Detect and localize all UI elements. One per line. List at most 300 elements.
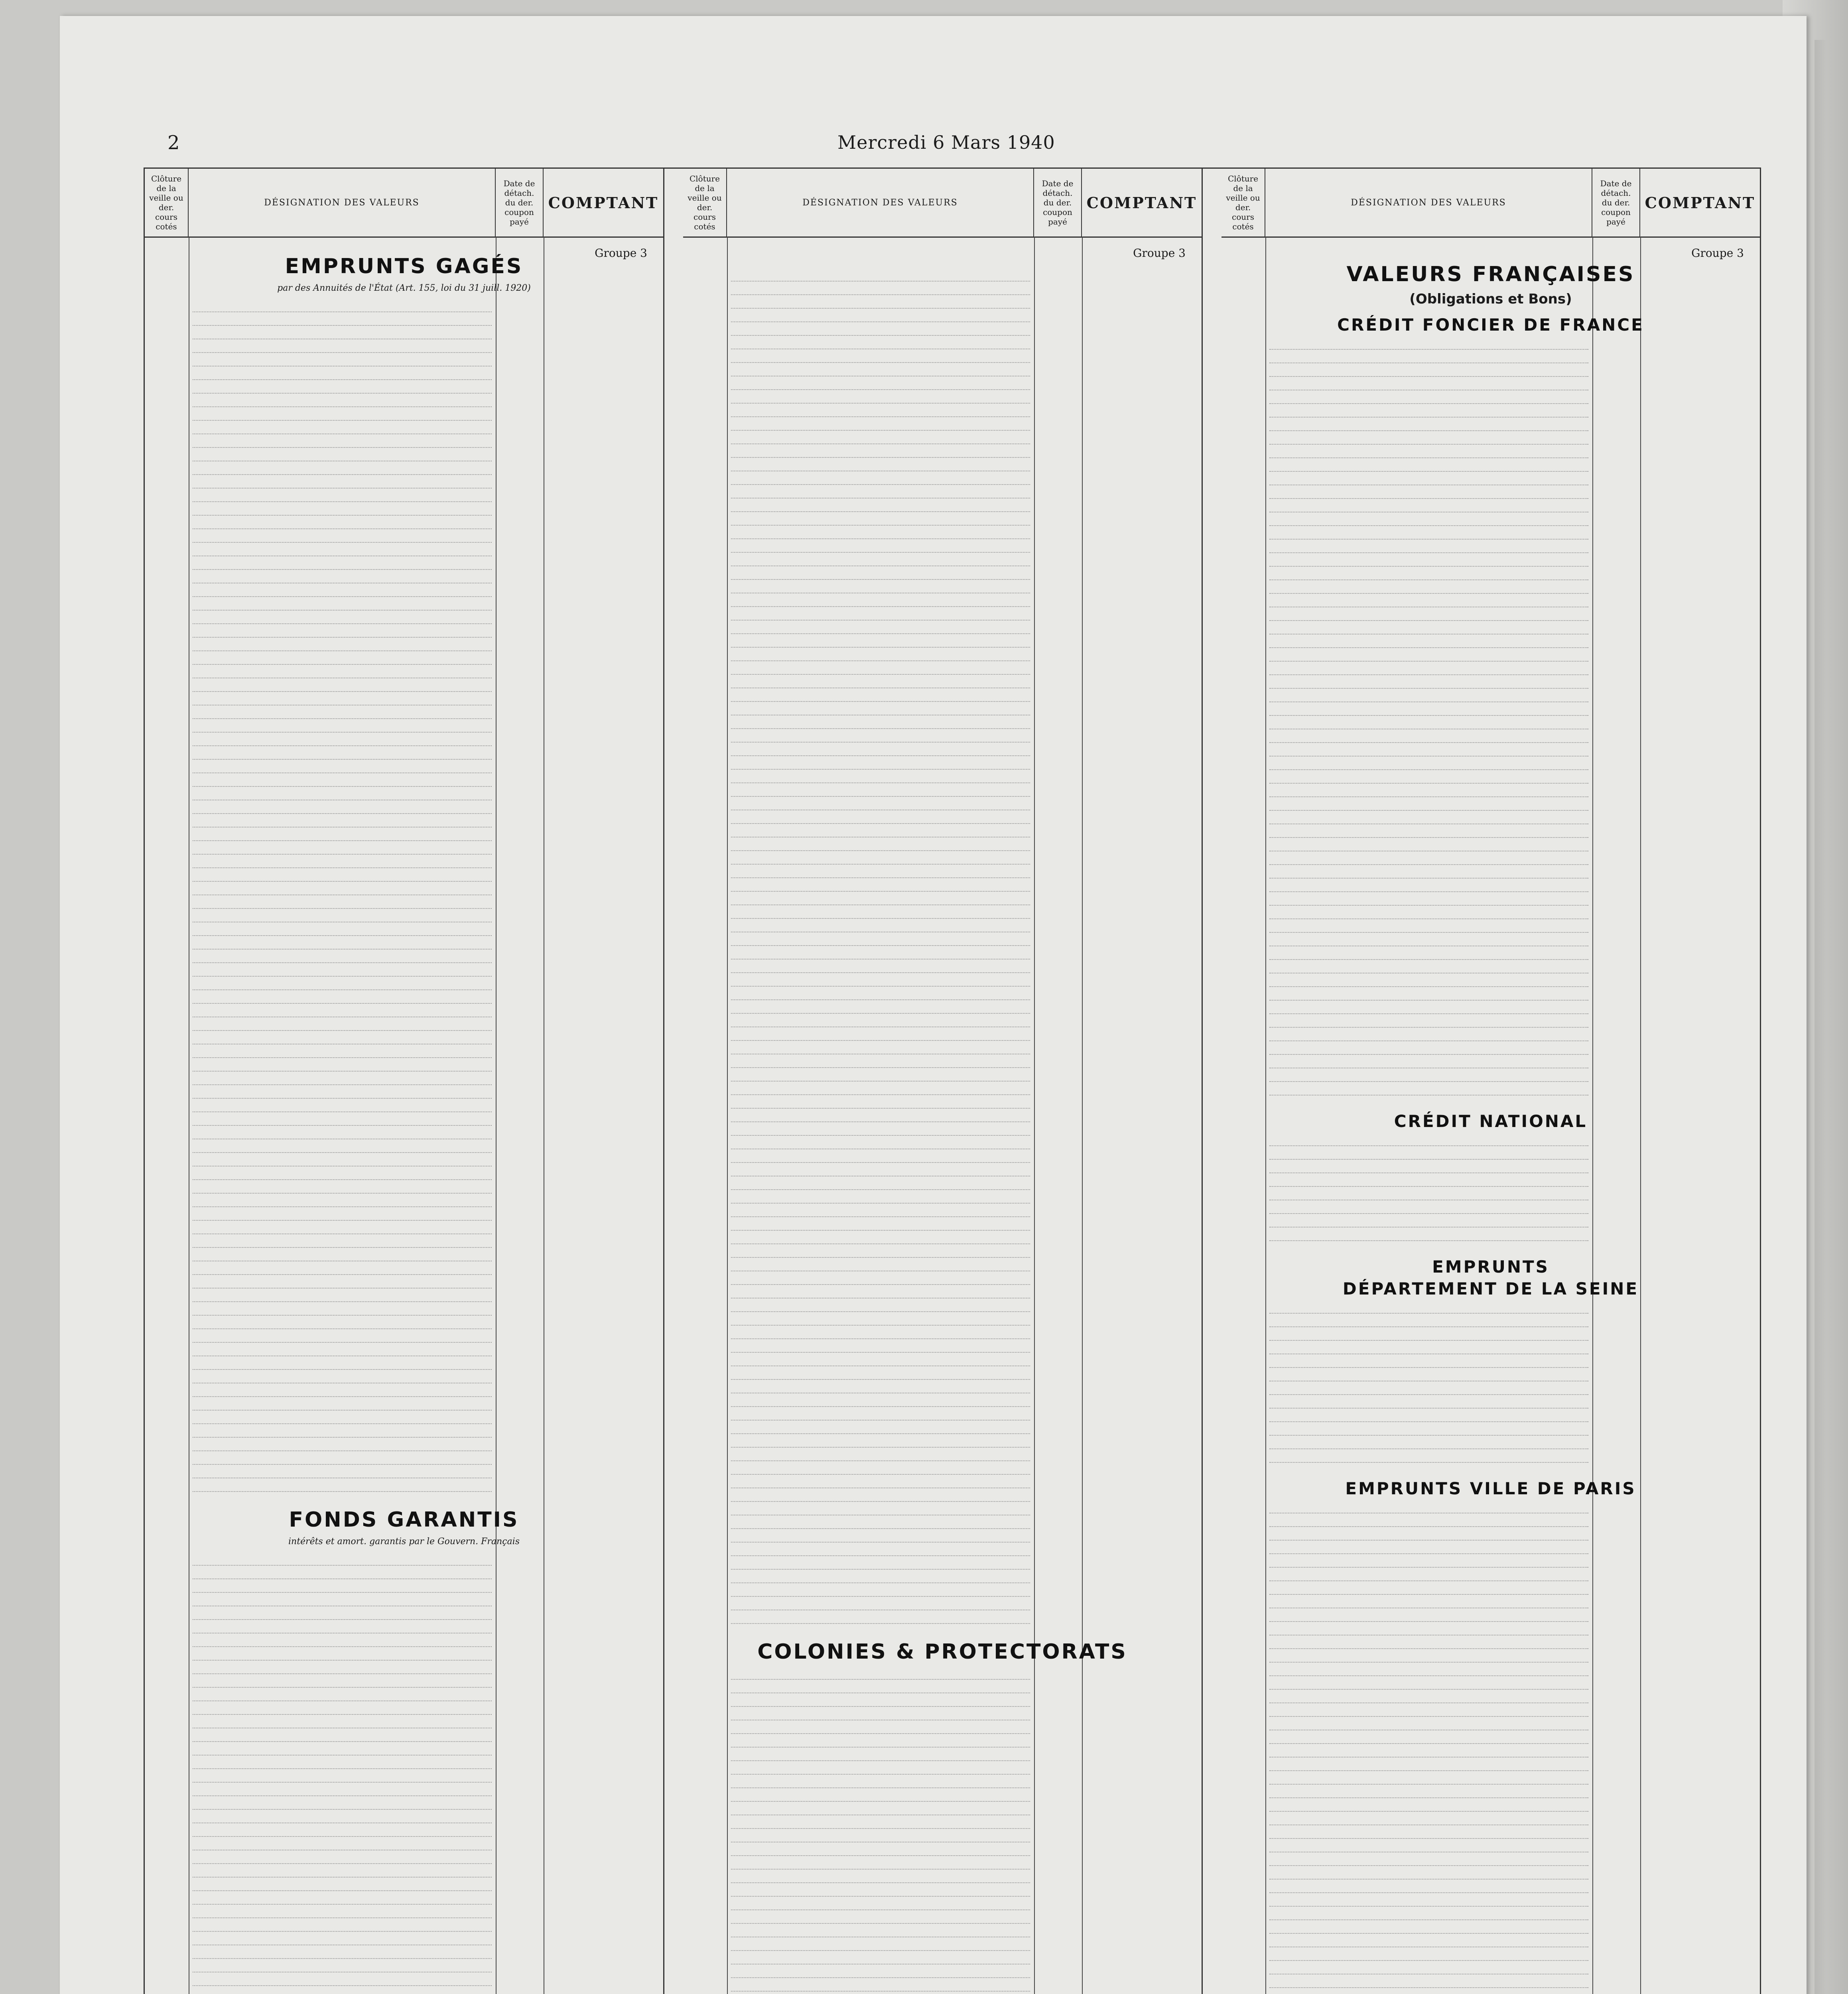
listing-line xyxy=(193,1115,492,1126)
listing-line xyxy=(1269,1679,1588,1690)
listing-line xyxy=(1269,1149,1588,1160)
listing-line xyxy=(731,894,1030,905)
listing-line xyxy=(731,989,1030,1000)
listing-line xyxy=(193,1440,492,1451)
listing-line xyxy=(731,487,1030,498)
listing-line xyxy=(1269,664,1588,675)
listing-line xyxy=(1269,1370,1588,1381)
listing-line xyxy=(731,609,1030,621)
listing-line xyxy=(193,1372,492,1383)
listing-line xyxy=(1269,1003,1588,1014)
listing-line xyxy=(731,420,1030,431)
listing-line xyxy=(731,636,1030,648)
listing-line xyxy=(1269,1611,1588,1622)
listing-line xyxy=(1269,1638,1588,1649)
listing-line xyxy=(731,1926,1030,1937)
listing-line xyxy=(193,843,492,855)
listing-line xyxy=(193,369,492,380)
listing-line xyxy=(193,423,492,434)
listing-line xyxy=(193,898,492,909)
listing-line xyxy=(731,826,1030,837)
listing-line xyxy=(731,1572,1030,1583)
listing-line xyxy=(731,1967,1030,1978)
listing-line xyxy=(1269,433,1588,445)
listing-line xyxy=(731,1287,1030,1298)
listing-line xyxy=(193,1934,492,1945)
listing-line xyxy=(731,867,1030,878)
listing-line xyxy=(731,1613,1030,1624)
listing-line xyxy=(731,759,1030,770)
listing-line xyxy=(1269,474,1588,485)
listing-line xyxy=(193,1988,492,1994)
listing-line xyxy=(1269,1557,1588,1568)
listing-line xyxy=(193,477,492,489)
listing-line xyxy=(731,1940,1030,1951)
listing-line xyxy=(193,464,492,475)
section-title: CRÉDIT NATIONAL xyxy=(1394,1111,1588,1131)
listing-line xyxy=(193,1020,492,1031)
listing-line xyxy=(731,379,1030,390)
listing-line xyxy=(731,1423,1030,1434)
listing-line xyxy=(193,1332,492,1343)
listing-line xyxy=(731,528,1030,539)
listing-line xyxy=(193,1961,492,1972)
listing-line xyxy=(731,1804,1030,1815)
listing-line xyxy=(731,1491,1030,1502)
listing-line xyxy=(1269,1452,1588,1463)
listing-line xyxy=(193,1649,492,1661)
listing-line xyxy=(1269,352,1588,363)
listing-line xyxy=(193,1907,492,1918)
listing-line xyxy=(193,776,492,787)
listing-line xyxy=(193,1074,492,1085)
listing-line xyxy=(1269,1302,1588,1314)
listing-line xyxy=(193,1101,492,1112)
listing-line xyxy=(1269,1584,1588,1595)
listing-line xyxy=(1269,542,1588,553)
listing-line xyxy=(1269,488,1588,499)
page-number: 2 xyxy=(167,132,180,154)
listing-line xyxy=(731,569,1030,580)
listing-line xyxy=(1269,1950,1588,1961)
listing-line xyxy=(1269,1936,1588,1947)
listing-line xyxy=(731,975,1030,987)
listing-line xyxy=(193,667,492,678)
column-header xyxy=(145,169,663,238)
listing-line xyxy=(731,1165,1030,1176)
listing-line xyxy=(731,365,1030,376)
listing-line xyxy=(731,501,1030,512)
listing-line xyxy=(1269,556,1588,567)
listing-line xyxy=(193,681,492,692)
listing-line xyxy=(193,1182,492,1194)
listing-line xyxy=(193,911,492,922)
listing-line xyxy=(193,654,492,665)
listing-line xyxy=(731,623,1030,634)
section-title: EMPRUNTS GAGÉS xyxy=(285,254,523,278)
listing-line xyxy=(1269,1909,1588,1920)
listing-line xyxy=(731,962,1030,973)
listing-line xyxy=(1269,1868,1588,1880)
listing-line xyxy=(1269,1071,1588,1082)
listing-line xyxy=(193,1088,492,1099)
listing-line xyxy=(731,650,1030,661)
listing-line xyxy=(731,1192,1030,1204)
listing-rows xyxy=(1269,1502,1588,1994)
listing-line xyxy=(193,952,492,963)
listing-line xyxy=(731,1872,1030,1883)
listing-line xyxy=(1269,732,1588,743)
listing-body xyxy=(1221,238,1760,1994)
listing-line xyxy=(1269,949,1588,960)
listing-line xyxy=(731,908,1030,919)
listing-line xyxy=(731,298,1030,309)
listing-line xyxy=(1269,705,1588,716)
listing-line xyxy=(1269,1017,1588,1028)
listing-line xyxy=(1269,1692,1588,1703)
listing-line xyxy=(731,1342,1030,1353)
section-subtitle: par des Annuités de l'État (Art. 155, loi du 31 juill. 1920) xyxy=(277,283,531,293)
listing-line xyxy=(1269,1624,1588,1635)
listing-line xyxy=(731,1382,1030,1393)
listing-line xyxy=(731,1750,1030,1761)
listing-line xyxy=(193,993,492,1004)
listing-line xyxy=(731,799,1030,810)
listing-line xyxy=(193,1717,492,1728)
listing-line xyxy=(731,555,1030,566)
listing-line xyxy=(1269,1746,1588,1758)
listing-line xyxy=(731,1355,1030,1366)
header-date: Date de détach. du der. coupon payé xyxy=(1592,169,1640,236)
listing-line xyxy=(1269,1706,1588,1717)
listing-line xyxy=(1269,718,1588,729)
listing-line xyxy=(731,1845,1030,1856)
listing-line xyxy=(193,871,492,882)
listing-line xyxy=(193,1399,492,1411)
listing-line xyxy=(731,352,1030,363)
running-head: Mercredi 6 Mars 1940 xyxy=(837,132,1055,153)
listing-line xyxy=(731,311,1030,322)
listing-line xyxy=(1269,447,1588,458)
listing-block-2 xyxy=(683,169,1203,1994)
listing-line xyxy=(731,677,1030,688)
section-title: EMPRUNTS xyxy=(1432,1257,1549,1277)
listing-line xyxy=(1269,922,1588,933)
listing-line xyxy=(193,1799,492,1810)
listing-line xyxy=(1269,420,1588,431)
listing-line xyxy=(1269,962,1588,973)
listing-line xyxy=(1269,1030,1588,1041)
listing-line xyxy=(1269,867,1588,879)
listing-line xyxy=(731,1559,1030,1570)
listing-line xyxy=(193,1291,492,1302)
listing-line xyxy=(731,1763,1030,1775)
listing-line xyxy=(731,1669,1030,1680)
listing-line xyxy=(1269,1343,1588,1354)
listing-line xyxy=(1269,501,1588,512)
listing-line xyxy=(1269,1651,1588,1663)
listing-line xyxy=(731,1111,1030,1122)
listing-line xyxy=(1269,813,1588,824)
listing-line xyxy=(193,1622,492,1633)
listing-line xyxy=(731,853,1030,865)
listing-line xyxy=(1269,1516,1588,1527)
listing-line xyxy=(193,1663,492,1674)
listing-line xyxy=(1269,1665,1588,1676)
listing-line xyxy=(731,1531,1030,1543)
listing-line xyxy=(193,450,492,461)
listing-line xyxy=(731,1723,1030,1734)
listing-line xyxy=(1269,623,1588,634)
listing-line xyxy=(731,1545,1030,1556)
listing-line xyxy=(1269,1216,1588,1228)
listing-line xyxy=(193,1866,492,1878)
listing-line xyxy=(1269,800,1588,811)
groupe-label: Groupe 3 xyxy=(595,246,647,260)
listing-line xyxy=(731,1260,1030,1271)
listing-line xyxy=(731,1886,1030,1897)
listing-line xyxy=(731,406,1030,417)
listing-line xyxy=(1269,881,1588,892)
section-title: FONDS GARANTIS xyxy=(289,1508,519,1532)
listing-line xyxy=(193,410,492,421)
listing-line xyxy=(193,1033,492,1044)
listing-line xyxy=(193,1568,492,1579)
listing-line xyxy=(731,474,1030,485)
listing-line xyxy=(1269,393,1588,404)
listing-line xyxy=(731,1057,1030,1068)
listing-line xyxy=(193,884,492,895)
listing-line xyxy=(1269,1529,1588,1541)
listing-line xyxy=(1269,1425,1588,1436)
listing-line xyxy=(731,718,1030,729)
listing-line xyxy=(731,1709,1030,1720)
listing-line xyxy=(1269,1977,1588,1988)
listing-line xyxy=(193,559,492,570)
listing-line xyxy=(1269,1084,1588,1096)
section-title: VALEURS FRANÇAISES xyxy=(1346,262,1635,286)
listing-line xyxy=(193,1839,492,1850)
listing-rows xyxy=(193,1555,492,1994)
listing-block-1 xyxy=(145,169,664,1994)
listing-line xyxy=(193,1060,492,1072)
header-cloture: Clôture de la veille ou der. cours cotés xyxy=(683,169,727,236)
listing-line xyxy=(731,948,1030,960)
listing-line xyxy=(193,396,492,407)
listing-line xyxy=(731,786,1030,797)
column-header xyxy=(683,169,1202,238)
listing-line xyxy=(1269,1855,1588,1866)
listing-line xyxy=(193,1853,492,1864)
listing-line xyxy=(731,582,1030,593)
listing-line xyxy=(193,640,492,651)
listing-line xyxy=(731,1436,1030,1448)
listing-line xyxy=(193,491,492,502)
listing-line xyxy=(1269,895,1588,906)
listing-line xyxy=(193,938,492,950)
header-date: Date de détach. du der. coupon payé xyxy=(1034,169,1082,236)
listing-line xyxy=(193,572,492,583)
listing-line xyxy=(1269,1411,1588,1422)
listing-line xyxy=(1269,1057,1588,1068)
listing-line xyxy=(193,315,492,326)
listing-line xyxy=(731,542,1030,553)
listing-line xyxy=(1269,989,1588,1001)
listing-rows xyxy=(1269,1135,1588,1241)
listing-rows xyxy=(1269,1302,1588,1463)
listing-line xyxy=(1269,528,1588,540)
header-cloture: Clôture de la veille ou der. cours cotés xyxy=(1221,169,1265,236)
listing-line xyxy=(193,1636,492,1647)
listing-line xyxy=(731,1016,1030,1027)
header-date: Date de détach. du der. coupon payé xyxy=(496,169,544,236)
listing-line xyxy=(731,1777,1030,1788)
listing-line xyxy=(193,1454,492,1465)
listing-line xyxy=(1269,610,1588,621)
listing-line xyxy=(1269,637,1588,648)
listing-line xyxy=(193,925,492,936)
listing-line xyxy=(1269,1316,1588,1327)
listing-line xyxy=(731,1274,1030,1285)
listing-line xyxy=(1269,854,1588,865)
listing-line xyxy=(731,1450,1030,1461)
listing-line xyxy=(731,1953,1030,1964)
listing-line xyxy=(193,789,492,800)
listing-line xyxy=(193,1128,492,1139)
listing-line xyxy=(731,1464,1030,1475)
listing-line xyxy=(731,935,1030,946)
listing-line xyxy=(1269,1787,1588,1798)
listing-line xyxy=(731,1396,1030,1407)
listing-line xyxy=(731,1043,1030,1054)
listing-line xyxy=(1269,1203,1588,1214)
listing-line xyxy=(1269,1570,1588,1581)
listing-line xyxy=(193,816,492,828)
listing-line xyxy=(193,1948,492,1959)
listing-line xyxy=(731,691,1030,702)
section-title: EMPRUNTS VILLE DE PARIS xyxy=(1345,1479,1636,1498)
listing-line xyxy=(731,1328,1030,1339)
listing-line xyxy=(731,772,1030,783)
listing-line xyxy=(1269,935,1588,946)
listing-line xyxy=(1269,406,1588,418)
listing-line xyxy=(1269,908,1588,919)
listing-line xyxy=(193,301,492,312)
listing-line xyxy=(1269,650,1588,662)
listing-line xyxy=(731,1247,1030,1258)
listing-line xyxy=(731,1070,1030,1082)
listing-line xyxy=(731,1301,1030,1312)
listing-line xyxy=(1269,678,1588,689)
section-title: DÉPARTEMENT DE LA SEINE xyxy=(1342,1279,1639,1298)
listing-line xyxy=(193,965,492,977)
listing-line xyxy=(193,504,492,516)
listing-line xyxy=(731,1696,1030,1707)
listing-line xyxy=(731,731,1030,743)
listing-line xyxy=(1269,569,1588,580)
listing-line xyxy=(731,1152,1030,1163)
listing-line xyxy=(731,447,1030,458)
listing-line xyxy=(193,1318,492,1329)
listing-line xyxy=(731,1233,1030,1244)
listing-line xyxy=(1269,1733,1588,1744)
listing-line xyxy=(193,1210,492,1221)
listing-line xyxy=(731,1682,1030,1693)
listing-line xyxy=(731,1003,1030,1014)
listing-line xyxy=(731,1030,1030,1041)
listing-line xyxy=(731,1913,1030,1924)
listing-line xyxy=(731,1206,1030,1217)
listing-line xyxy=(1269,1773,1588,1785)
listing-line xyxy=(731,460,1030,471)
column-header xyxy=(1221,169,1760,238)
listing-line xyxy=(731,338,1030,349)
groupe-label: Groupe 3 xyxy=(1691,246,1744,260)
listing-line xyxy=(731,1586,1030,1597)
listing-line xyxy=(1269,1597,1588,1608)
listing-line xyxy=(193,355,492,366)
listing-line xyxy=(1269,759,1588,770)
listing-line xyxy=(731,1899,1030,1910)
listing-line xyxy=(1269,339,1588,350)
listing-rows xyxy=(1269,339,1588,1096)
listing-line xyxy=(731,1314,1030,1326)
listing-line xyxy=(1269,827,1588,838)
listing-line xyxy=(193,1744,492,1756)
listing-line xyxy=(1269,1814,1588,1825)
listing-line xyxy=(193,735,492,746)
listing-line xyxy=(193,1826,492,1837)
section-title: COLONIES & PROTECTORATS xyxy=(757,1640,1127,1664)
listing-line xyxy=(193,1223,492,1234)
listing-line xyxy=(193,1690,492,1701)
listing-line xyxy=(193,1812,492,1823)
listing-line xyxy=(193,1413,492,1424)
listing-line xyxy=(193,586,492,597)
header-designation: DÉSIGNATION DES VALEURS xyxy=(189,169,496,236)
listing-line xyxy=(1269,1330,1588,1341)
listing-line xyxy=(1269,1895,1588,1907)
listing-line xyxy=(731,1409,1030,1421)
listing-line xyxy=(193,694,492,705)
listing-line xyxy=(193,1609,492,1620)
listing-line xyxy=(1269,772,1588,784)
listing-line xyxy=(731,745,1030,756)
listing-line xyxy=(193,1894,492,1905)
section-subtitle: (Obligations et Bons) xyxy=(1409,291,1572,307)
listing-line xyxy=(193,342,492,353)
listing-line xyxy=(1269,745,1588,757)
listing-line xyxy=(193,1771,492,1783)
header-designation: DÉSIGNATION DES VALEURS xyxy=(727,169,1034,236)
listing-line xyxy=(1269,1176,1588,1187)
listing-line xyxy=(1269,1543,1588,1554)
listing-line xyxy=(193,1555,492,1566)
listing-line xyxy=(731,1980,1030,1992)
listing-line xyxy=(731,1599,1030,1610)
listing-tables xyxy=(144,167,1761,1994)
listing-line xyxy=(193,1006,492,1017)
listing-line xyxy=(1269,1397,1588,1409)
listing-line xyxy=(1269,1438,1588,1449)
groupe-label: Groupe 3 xyxy=(1133,246,1186,260)
listing-line xyxy=(1269,1189,1588,1200)
listing-line xyxy=(731,813,1030,824)
listing-line xyxy=(193,1277,492,1289)
listing-line xyxy=(193,1427,492,1438)
header-comptant: COMPTANT xyxy=(1645,193,1755,212)
listing-line xyxy=(193,1921,492,1932)
